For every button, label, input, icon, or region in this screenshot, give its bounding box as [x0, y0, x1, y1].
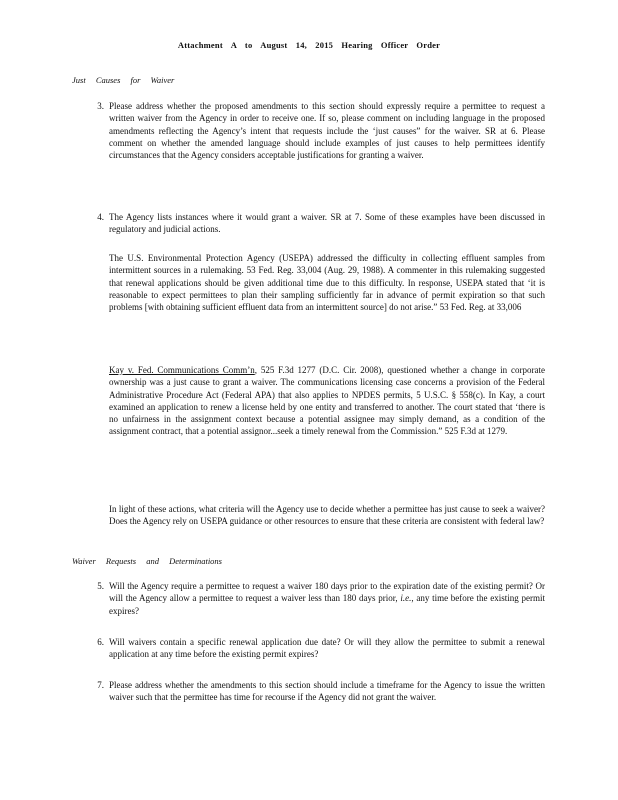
- question-text: Please address whether the proposed amendments to this section should expressly require a permittee to request a written waiver from the Agency in order to receive one. If so, please comment on including language in the proposed amendments reflecting the Agency’s intent that requests include the ‘just causes” for the waiver. SR at 6. Please comment on whether the amended language should include examples of just causes to help permittees identify circumstances that the Agency considers acceptable justifications for granting a waiver.: [109, 101, 545, 161]
- kay-case-paragraph: [109, 364, 545, 438]
- question-number: 4.: [97, 212, 104, 222]
- question-6: [90, 636, 545, 661]
- usepa-paragraph: The U.S. Environmental Protection Agency (USEPA) addressed the difficulty in collecting effluent samples from intermittent sources in a rulemaking. 53 Fed. Reg. 33,004 (Aug. 29, 1988). A commenter in this rulemaking suggested that renewal applications should be given additional time due to this difficulty. In response, USEPA stated that ‘it is reasonable to expect permittees to plan their sampling sufficiently far in advance of permit expiration so that such problems [with obtaining sufficient effluent data from an intermittent source] do not arise.” 53 Fed. Reg. at 33,006: [109, 253, 545, 313]
- question-text-part: Will the Agency require a permittee to request a waiver 180 days prior to the expiration date of the existing permit? Or will the Agency allow a permittee to request a waiver less than 180 days prior,: [109, 581, 545, 604]
- question-number: 6.: [97, 637, 104, 647]
- case-citation-name: Kay v. Fed. Communications Comm’n: [109, 365, 255, 375]
- question-number: 5.: [97, 581, 104, 591]
- question-5: [90, 580, 545, 617]
- criteria-question-paragraph: In light of these actions, what criteria will the Agency use to decide whether a permittee has just cause to seek a waiver? Does the Agency rely on USEPA guidance or other resources to ensure that these criteria are consistent with federal law?: [109, 504, 545, 527]
- question-7: [90, 679, 545, 704]
- question-3: [90, 100, 545, 161]
- page-header: Attachment A to August 14, 2015 Hearing Officer Order: [177, 40, 441, 50]
- case-paragraph-text: , 525 F.3d 1277 (D.C. Cir. 2008), questioned whether a change in corporate ownership was a just cause to grant a waiver. The communications licensing case concerns a provision of the Federal Administrative Procedure Act (Federal APA) that also applies to NPDES permits, 5 U.S.C. § 558(c). In Kay, a court examined an application to renew a license held by one entity and transferred to another. The court stated that ‘there is no unfairness in the assignment context because a potential assignee may simply demand, as a condition of the assignment contract, that a potential assignor...seek a timely renewal from the Commission.” 525 F.3d at 1279.: [109, 365, 545, 437]
- section-heading-waiver-requests: Waiver Requests and Determinations: [72, 556, 222, 566]
- ie-abbreviation: i.e.: [400, 593, 412, 604]
- question-text: [109, 580, 545, 617]
- question-text: The Agency lists instances where it would grant a waiver. SR at 7. Some of these examples have been discussed in regulatory and judicial actions.: [109, 212, 545, 235]
- question-text: Will waivers contain a specific renewal application due date? Or will they allow the permittee to submit a renewal application at any time before the existing permit expires?: [109, 637, 545, 660]
- question-text: Please address whether the amendments to this section should include a timeframe for the Agency to issue the written waiver such that the permittee has time for recourse if the Agency did not grant the waiver.: [109, 680, 545, 703]
- question-number: 3.: [97, 101, 104, 111]
- question-number: 7.: [97, 680, 104, 690]
- question-text-part: , any time before the existing permit expires?: [109, 593, 545, 616]
- question-4: [90, 211, 545, 236]
- section-heading-just-causes: Just Causes for Waiver: [72, 75, 175, 85]
